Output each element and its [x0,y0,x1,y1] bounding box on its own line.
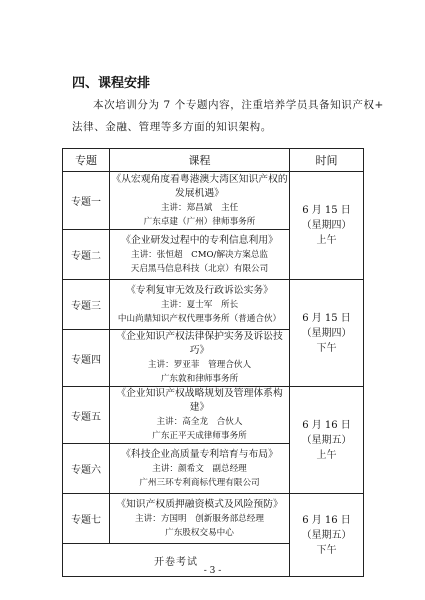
course-speaker: 主讲：罗亚菲 管理合伙人 [147,360,252,370]
course-title: 《科技企业高质量专利培育与布局》 [121,448,278,460]
intro-paragraph [72,94,384,138]
course-organization: 广东卓建（广州）律师事务所 [143,216,256,227]
table-row [63,387,364,444]
topic-number: 专题二 [63,230,110,280]
course-organization: 中山尚鼎知识产权代理事务所（普通合伙） [117,313,282,324]
course-organization: 天启黑马信息科技（北京）有限公司 [130,263,269,274]
session-period: 下午 [316,544,337,556]
course-speaker: 主讲：颜希文 副总经理 [152,463,247,474]
topic-number: 专题七 [63,494,110,544]
header-course: 课程 [110,149,290,172]
course-title: 《专利复审无效及行政诉讼实务》 [126,284,273,296]
course-cell [110,494,290,544]
session-period: 上午 [316,449,337,461]
session-time [290,494,364,577]
course-speaker: 主讲：夏士军 所长 [160,299,239,310]
intro-line: 法律、金融、管理等多方面的知识架构。 [72,121,272,133]
intro-line: 本次培训分为 7 个专题内容，注重培养学员具备知识产权+ [93,99,384,111]
session-weekday: （星期五） [301,434,352,446]
course-cell [110,230,290,280]
topic-number: 专题五 [63,387,110,444]
session-weekday: （星期四） [301,327,352,339]
table-row [63,280,364,330]
course-organization: 广东正平天成律师事务所 [152,431,247,441]
session-period: 上午 [316,235,337,246]
course-title: 《企业知识产权法律保护实务及诉讼技巧》 [116,331,283,356]
course-title: 《企业知识产权战略规划及管理体系构建》 [116,388,283,413]
topic-number: 专题六 [63,444,110,494]
session-time [290,172,364,280]
header-time: 时间 [290,149,364,172]
course-speaker: 主讲：郑昌斌 主任 [160,202,239,213]
session-date: 6 月 16 日 [302,419,351,431]
section-heading: 四、课程安排 [72,76,151,91]
page-number: - 3 - [203,566,222,576]
session-period: 下午 [316,342,337,354]
course-title: 发展机遇》 [175,187,224,199]
topic-number: 专题三 [63,280,110,330]
course-organization: 广州三环专利商标代理有限公司 [139,477,260,488]
course-speaker: 主讲：张恒超 CMO/解决方案总监 [130,249,269,260]
topic-number: 专题一 [63,172,110,230]
table-header-row [63,149,364,172]
table-row [63,494,364,544]
course-cell [110,444,290,494]
course-organization: 广东敦和律师事务所 [160,374,239,384]
session-date: 6 月 15 日 [302,205,351,216]
course-cell [110,280,290,330]
session-date: 6 月 16 日 [302,514,351,526]
course-schedule-table [62,148,364,577]
session-time [290,387,364,494]
course-speaker: 主讲：方国明 创新服务部总经理 [135,513,264,524]
course-speaker: 主讲：高全龙 合伙人 [156,417,243,427]
course-title: 《企业研发过程中的专利信息利用》 [121,234,278,246]
topic-number: 专题四 [63,330,110,387]
course-cell [110,172,290,230]
course-cell [110,330,290,387]
course-cell [110,387,290,444]
course-organization: 广东股权交易中心 [165,527,234,538]
session-weekday: （星期四） [301,220,352,231]
course-title: 《知识产权质押融资模式及风险预防》 [116,498,283,510]
exam-cell: 开卷考试 [63,544,290,577]
table-row [63,172,364,230]
header-topic-no: 专题 [63,149,110,172]
session-time [290,280,364,387]
course-title: 《从宏观角度看粤港澳大湾区知识产权的 [111,173,288,185]
session-weekday: （星期五） [301,529,352,541]
session-date: 6 月 15 日 [302,312,351,324]
